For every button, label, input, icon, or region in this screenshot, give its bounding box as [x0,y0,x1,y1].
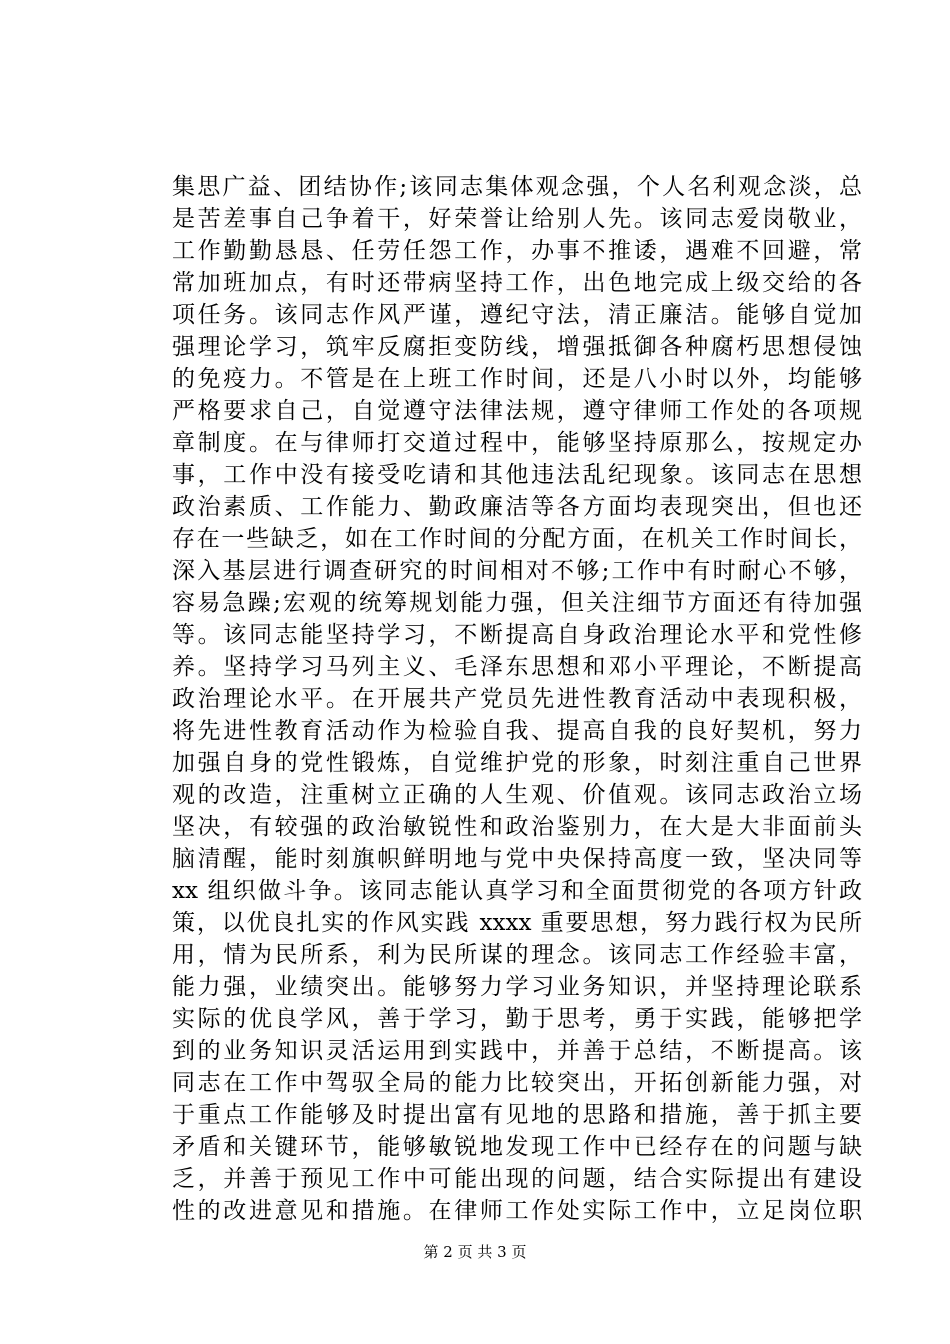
text-line: 政治素质、工作能力、勤政廉洁等各方面均表现突出，但也还 [172,494,862,520]
text-line: 章制度。在与律师打交道过程中，能够坚持原那么，按规定办 [172,430,862,456]
text-line: 的免疫力。不管是在上班工作时间，还是八小时以外，均能够 [172,366,862,392]
text-line: 强理论学习，筑牢反腐拒变防线，增强抵御各种腐朽思想侵蚀 [172,334,862,360]
text-line: 常加班加点，有时还带病坚持工作，出色地完成上级交给的各 [172,270,862,296]
text-line: 集思广益、团结协作;该同志集体观念强，个人名利观念淡，总 [172,174,862,200]
text-line: 同志在工作中驾驭全局的能力比较突出，开拓创新能力强，对 [172,1070,862,1096]
text-line: 策，以优良扎实的作风实践 xxxx 重要思想，努力践行权为民所 [172,910,862,936]
text-line: 实际的优良学风，善于学习，勤于思考，勇于实践，能够把学 [172,1006,862,1032]
text-line: 严格要求自己，自觉遵守法律法规，遵守律师工作处的各项规 [172,398,862,424]
text-line: 加强自身的党性锻炼，自觉维护党的形象，时刻注重自己世界 [172,750,862,776]
text-line: 到的业务知识灵活运用到实践中，并善于总结，不断提高。该 [172,1038,862,1064]
text-line: 乏，并善于预见工作中可能出现的问题，结合实际提出有建设 [172,1166,862,1192]
text-line: 性的改进意见和措施。在律师工作处实际工作中，立足岗位职 [172,1198,862,1224]
text-line: 工作勤勤恳恳、任劳任怨工作，办事不推诿，遇难不回避，常 [172,238,862,264]
text-line: 将先进性教育活动作为检验自我、提高自我的良好契机，努力 [172,718,862,744]
text-line: 矛盾和关键环节，能够敏锐地发现工作中已经存在的问题与缺 [172,1134,862,1160]
text-line: 观的改造，注重树立正确的人生观、价值观。该同志政治立场 [172,782,862,808]
text-line: xx 组织做斗争。该同志能认真学习和全面贯彻党的各项方针政 [172,878,862,904]
text-line: 容易急躁;宏观的统筹规划能力强，但关注细节方面还有待加强 [172,590,862,616]
text-line: 存在一些缺乏，如在工作时间的分配方面，在机关工作时间长， [172,526,862,552]
text-line: 项任务。该同志作风严谨，遵纪守法，清正廉洁。能够自觉加 [172,302,862,328]
text-line: 坚决，有较强的政治敏锐性和政治鉴别力，在大是大非面前头 [172,814,862,840]
text-line: 深入基层进行调查研究的时间相对不够;工作中有时耐心不够， [172,558,862,584]
text-line: 用，情为民所系，利为民所谋的理念。该同志工作经验丰富， [172,942,862,968]
text-line: 政治理论水平。在开展共产党员先进性教育活动中表现积极， [172,686,862,712]
text-line: 脑清醒，能时刻旗帜鲜明地与党中央保持高度一致，坚决同等 [172,846,862,872]
text-line: 于重点工作能够及时提出富有见地的思路和措施，善于抓主要 [172,1102,862,1128]
body-text [172,171,862,1227]
text-line: 是苦差事自己争着干，好荣誉让给别人先。该同志爱岗敬业， [172,206,862,232]
page-footer: 第 2 页 共 3 页 [423,1243,527,1261]
text-line: 等。该同志能坚持学习，不断提高自身政治理论水平和党性修 [172,622,862,648]
text-line: 养。坚持学习马列主义、毛泽东思想和邓小平理论，不断提高 [172,654,862,680]
text-line: 事，工作中没有接受吃请和其他违法乱纪现象。该同志在思想 [172,462,862,488]
text-line: 能力强，业绩突出。能够努力学习业务知识，并坚持理论联系 [172,974,862,1000]
